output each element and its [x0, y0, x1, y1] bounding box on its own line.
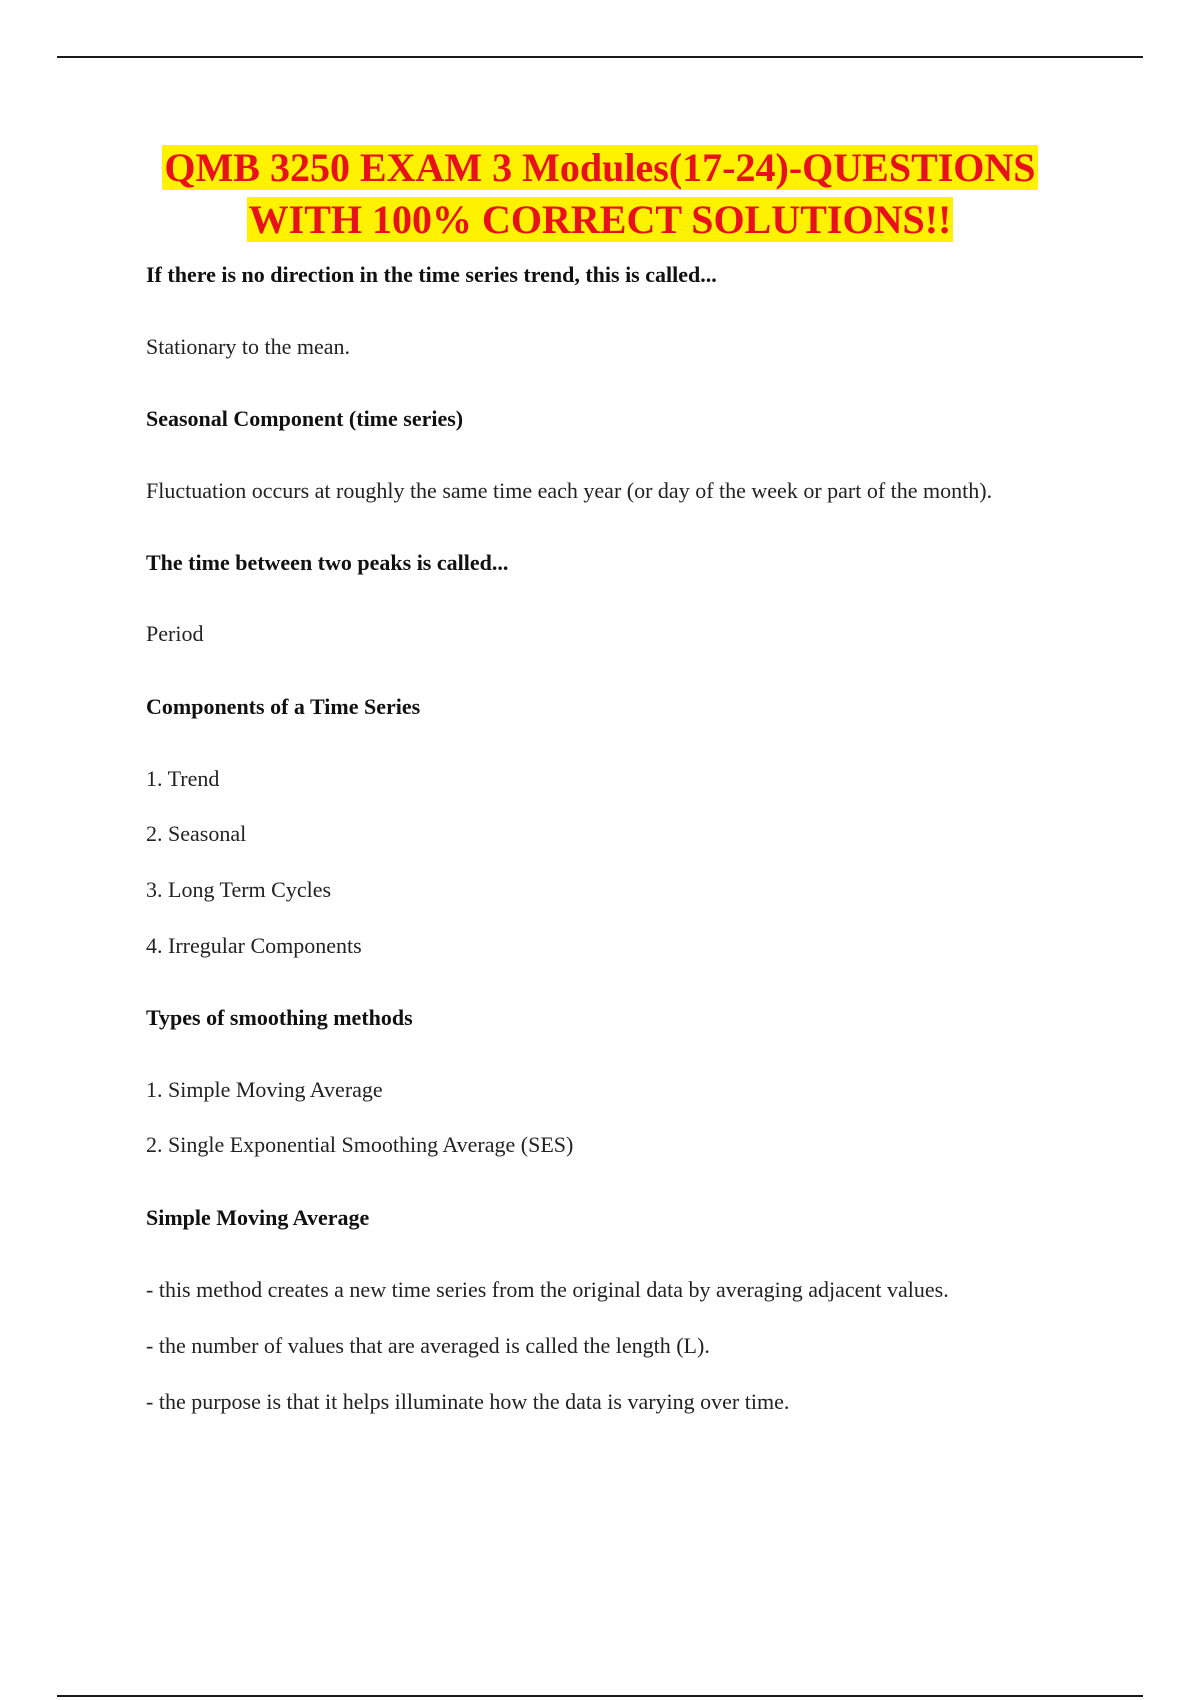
answer-6-line-2: - the number of values that are averaged is called the length (L).: [146, 1333, 710, 1358]
answer-4-line-2: 2. Seasonal: [146, 821, 247, 846]
question-6: Simple Moving Average: [146, 1205, 370, 1230]
answer-4-line-4: 4. Irregular Components: [146, 933, 362, 958]
title-line-2: WITH 100% CORRECT SOLUTIONS!!: [248, 197, 952, 242]
answer-4-line-1: 1. Trend: [146, 766, 220, 791]
question-2: Seasonal Component (time series): [146, 406, 464, 431]
title-line-1: QMB 3250 EXAM 3 Modules(17-24)-QUESTIONS: [164, 145, 1036, 190]
answer-5-line-1: 1. Simple Moving Average: [146, 1077, 383, 1102]
header-rule: [57, 56, 1143, 58]
question-4: Components of a Time Series: [146, 694, 421, 719]
document-title: [0, 142, 1200, 246]
question-1: If there is no direction in the time series trend, this is called...: [146, 262, 717, 287]
answer-2-line-1: Fluctuation occurs at roughly the same time each year (or day of the week or part of the month).: [146, 478, 993, 503]
answer-1-line-1: Stationary to the mean.: [146, 334, 351, 359]
answer-6-line-1: - this method creates a new time series from the original data by averaging adjacent values.: [146, 1277, 949, 1302]
question-5: Types of smoothing methods: [146, 1005, 413, 1030]
question-3: The time between two peaks is called...: [146, 550, 509, 575]
answer-5-line-2: 2. Single Exponential Smoothing Average (SES): [146, 1132, 574, 1157]
footer-rule: [57, 1695, 1143, 1697]
answer-3-line-1: Period: [146, 621, 204, 646]
answer-6-line-3: - the purpose is that it helps illuminate how the data is varying over time.: [146, 1389, 790, 1414]
answer-4-line-3: 3. Long Term Cycles: [146, 877, 332, 902]
